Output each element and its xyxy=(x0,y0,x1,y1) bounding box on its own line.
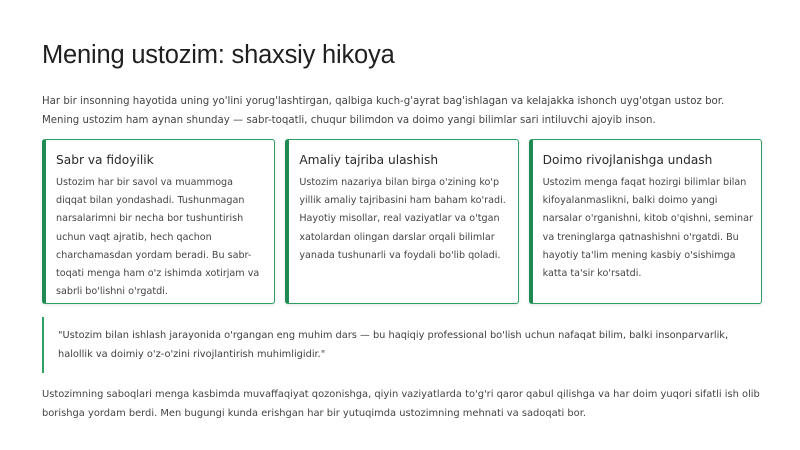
card-title: Doimo rivojlanishga undash xyxy=(542,153,713,167)
card-text: Ustozim har bir savol va muammoga diqqat bilan yondashadi. Tushunmagan narsalarimni bir necha bor tushuntirish uchun vaqt ajratib, hech qachon charchamasdan yordam beradi. Bu sabr-toqati menga ham o'z ishimda xotirjam va sabrli bo'lishni o'rgatdi. xyxy=(56,177,260,298)
card-title: Amaliy tajriba ulashish xyxy=(299,153,439,167)
closing-paragraph: Ustozimning saboqlari menga kasbimda muvaffaqiyat qozonishga, qiyin vaziyatlarda to'g'ri qaror qabul qilishga va har doim yuqori sifatli ish olib borishga yordam berdi. Men bugungi kunda erishgan har bir yutuqimda ustozimning mehnati va sadoqati bor. xyxy=(42,389,760,419)
card-text: Ustozim menga faqat hozirgi bilimlar bilan kifoyalanmaslikni, balki doimo yangi narsalar o'rganishni, kitob o'qishni, seminar va treninglarga qatnashishni o'rgatdi. Bu hayotiy ta'lim mening kasbiy o'sishimga katta ta'sir ko'rsatdi. xyxy=(542,177,753,280)
card-text: Ustozim nazariya bilan birga o'zining ko'p yillik amaliy tajribasini ham baham ko'radi. Hayotiy misollar, real vaziyatlar va o'tgan xatolardan olingan darslar orqali bilimlar yanada tushunarli va foydali bo'lib qoladi. xyxy=(299,177,506,261)
card-practical-experience xyxy=(285,139,518,304)
page-title: Mening ustozim: shaxsiy hikoya xyxy=(42,41,395,69)
intro-paragraph: Har bir insonning hayotida uning yo'lini yorug'lashtirgan, qalbiga kuch-g'ayrat bag'ishlagan va kelajakka ishonch uyg'otgan ustoz bor. Mening ustozim ham aynan shunday — sabr-toqatli, chuqur bilimdon va doimo yangi bilimlar sari intiluvchi ajoyib inson. xyxy=(42,96,725,126)
document-page xyxy=(42,38,762,423)
card-title: Sabr va fidoyilik xyxy=(56,153,154,167)
card-patience xyxy=(42,139,275,304)
card-continuous-growth xyxy=(529,139,762,304)
feature-cards xyxy=(42,139,762,304)
quote-block: "Ustozim bilan ishlash jarayonida o'rgangan eng muhim dars — bu haqiqiy professional bo'lish uchun nafaqat bilim, balki insonparvarlik, halollik va doimiy o'z-o'zini rivojlantirish muhimligidir." xyxy=(42,317,762,373)
